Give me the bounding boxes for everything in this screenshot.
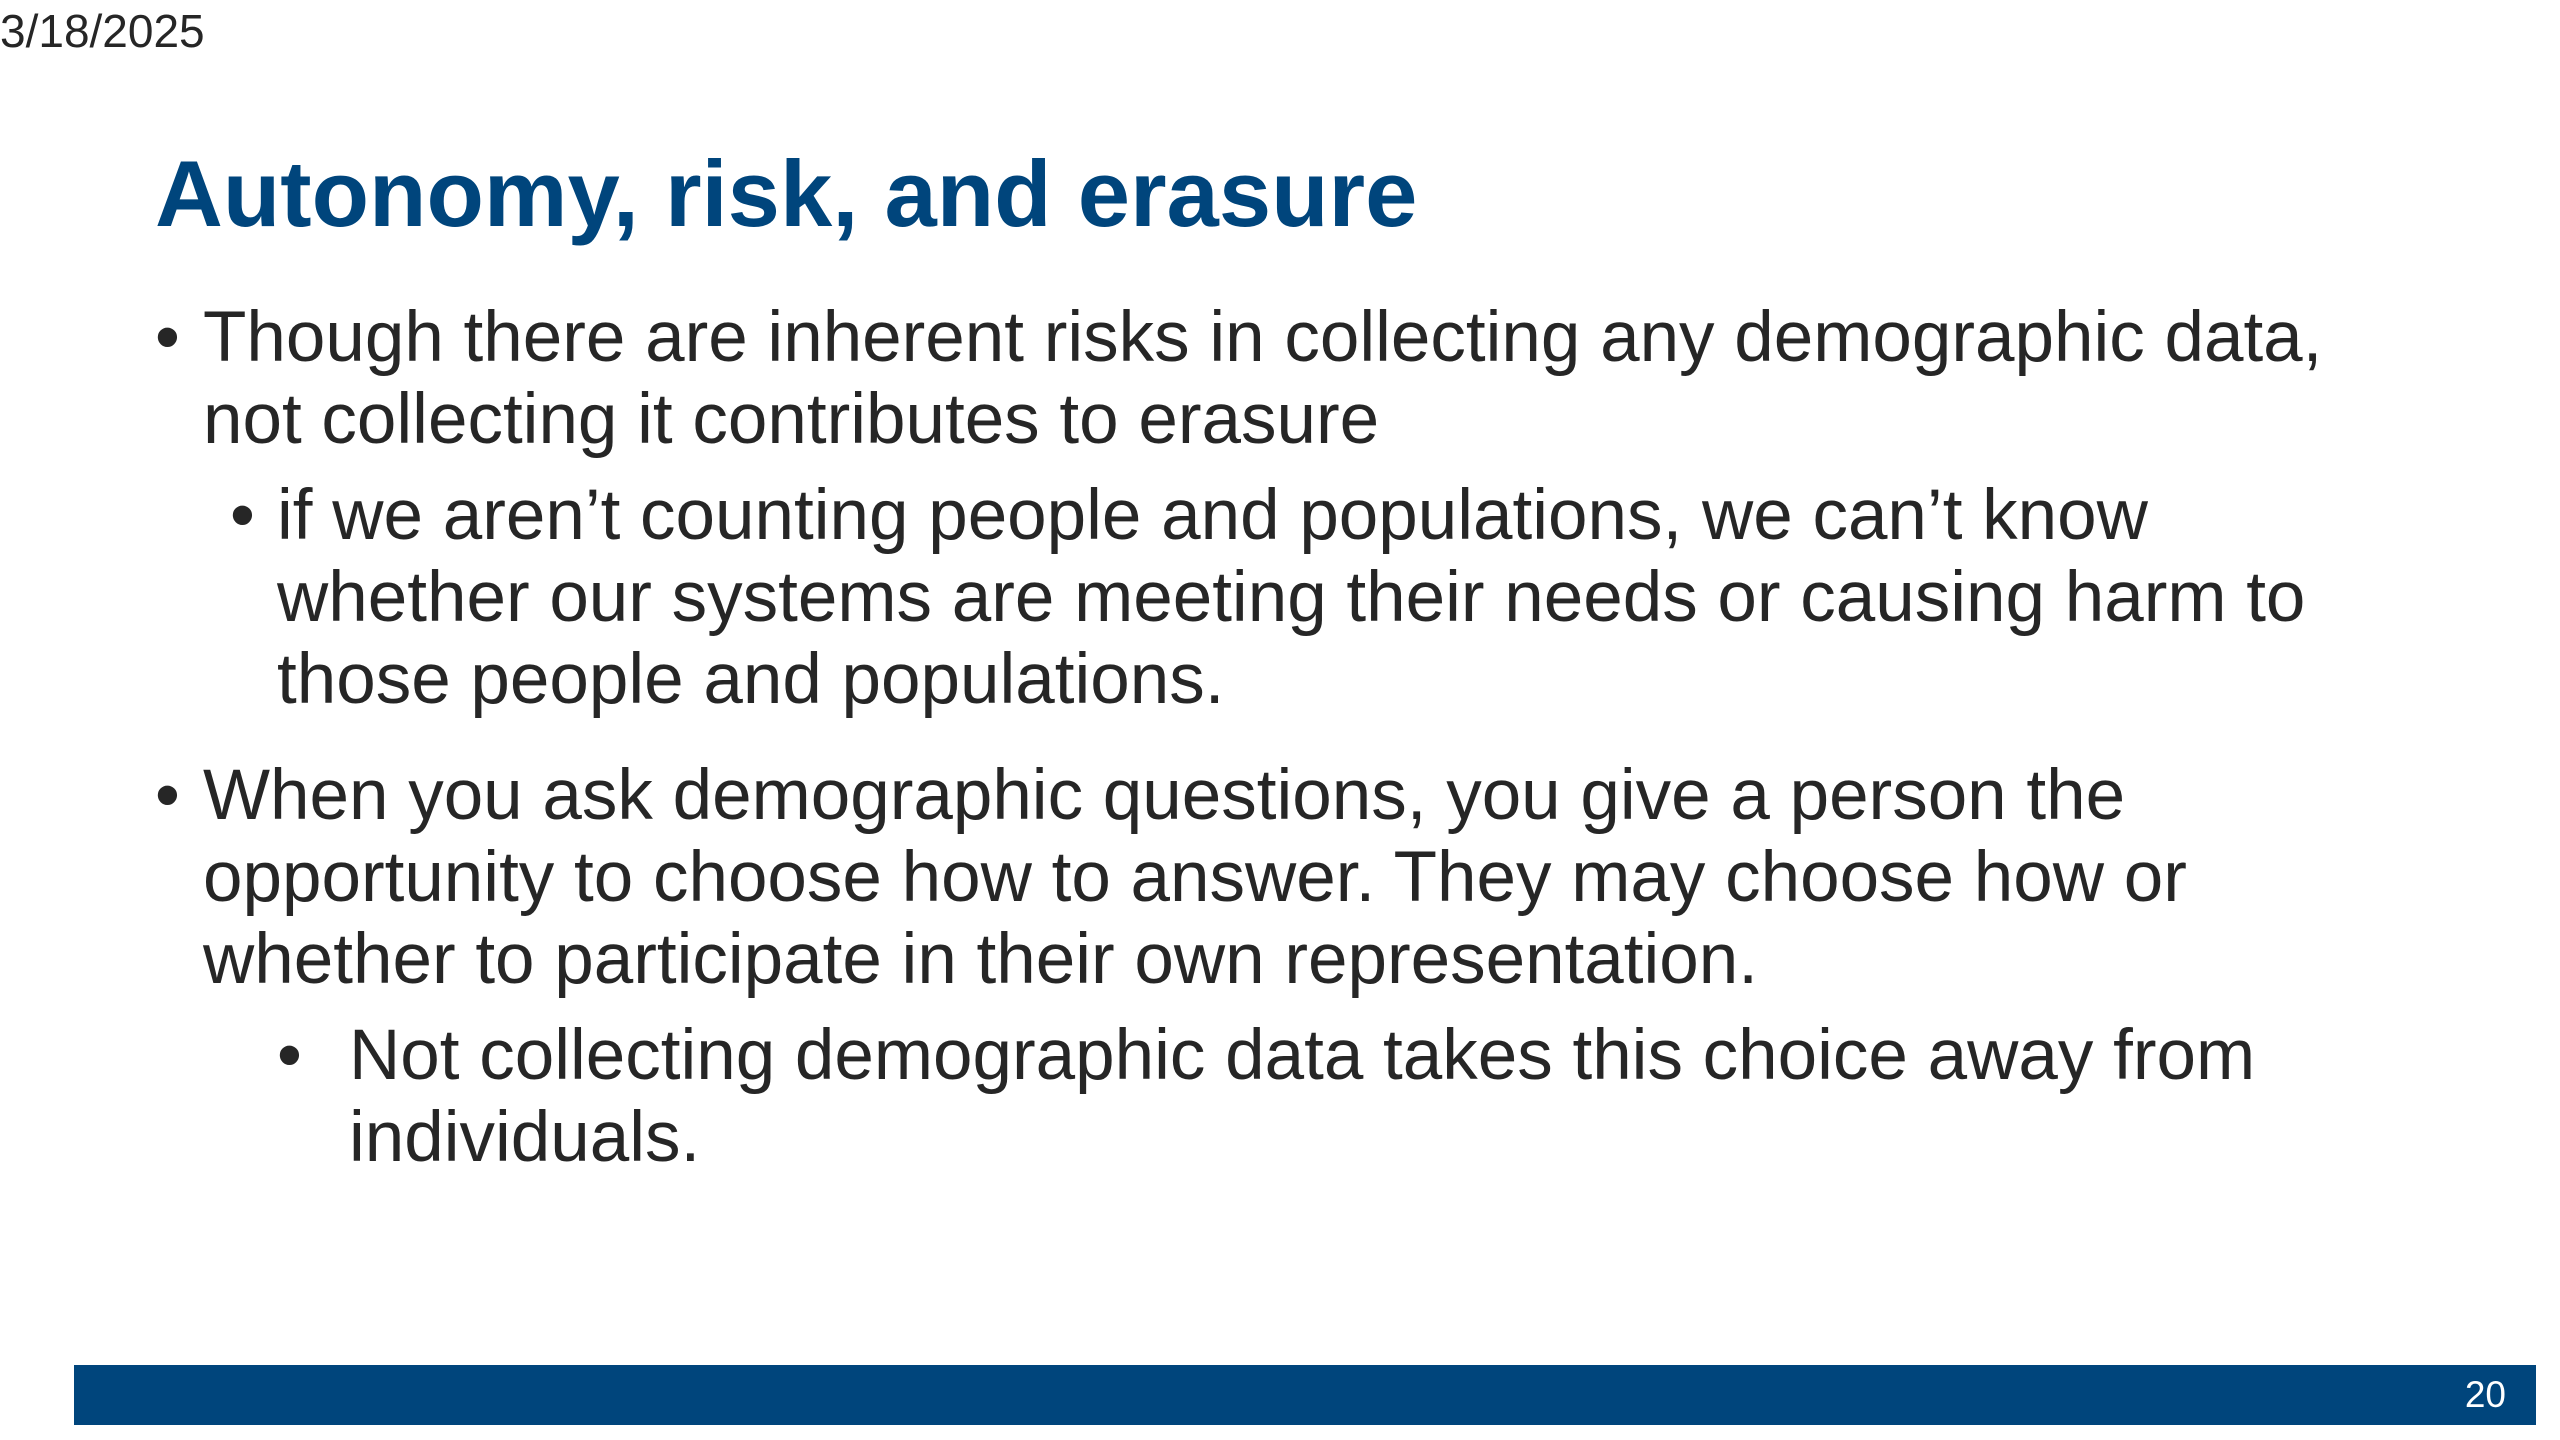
bullet-item xyxy=(0,297,2343,461)
bullet-item xyxy=(0,755,2343,1001)
sub-bullet-item xyxy=(0,1015,2409,1179)
bullet-dot: • xyxy=(155,298,180,377)
bullet-text: Though there are inherent risks in collecting any demographic data, not collecting it contributes to erasure xyxy=(203,298,2323,459)
sub-bullet-text: if we aren’t counting people and populations, we can’t know whether our systems are meeting their needs or causing harm to those people and populations. xyxy=(277,476,2306,719)
bullet-dot: • xyxy=(230,476,255,555)
page-number: 20 xyxy=(2464,1374,2506,1415)
bullet-list xyxy=(0,297,2560,1179)
bullet-dot: • xyxy=(277,1016,302,1095)
slide-title: Autonomy, risk, and erasure xyxy=(155,141,1418,246)
sub-bullet-item xyxy=(0,475,2377,721)
sub-bullet-text: Not collecting demographic data takes this choice away from individuals. xyxy=(349,1016,2256,1177)
bullet-dot: • xyxy=(155,756,180,835)
bullet-text: When you ask demographic questions, you give a person the opportunity to choose how to answer. They may choose how or whether to participate in their own representation. xyxy=(203,756,2187,999)
footer-bar xyxy=(74,1365,2536,1425)
slide-date: 3/18/2025 xyxy=(0,5,205,57)
